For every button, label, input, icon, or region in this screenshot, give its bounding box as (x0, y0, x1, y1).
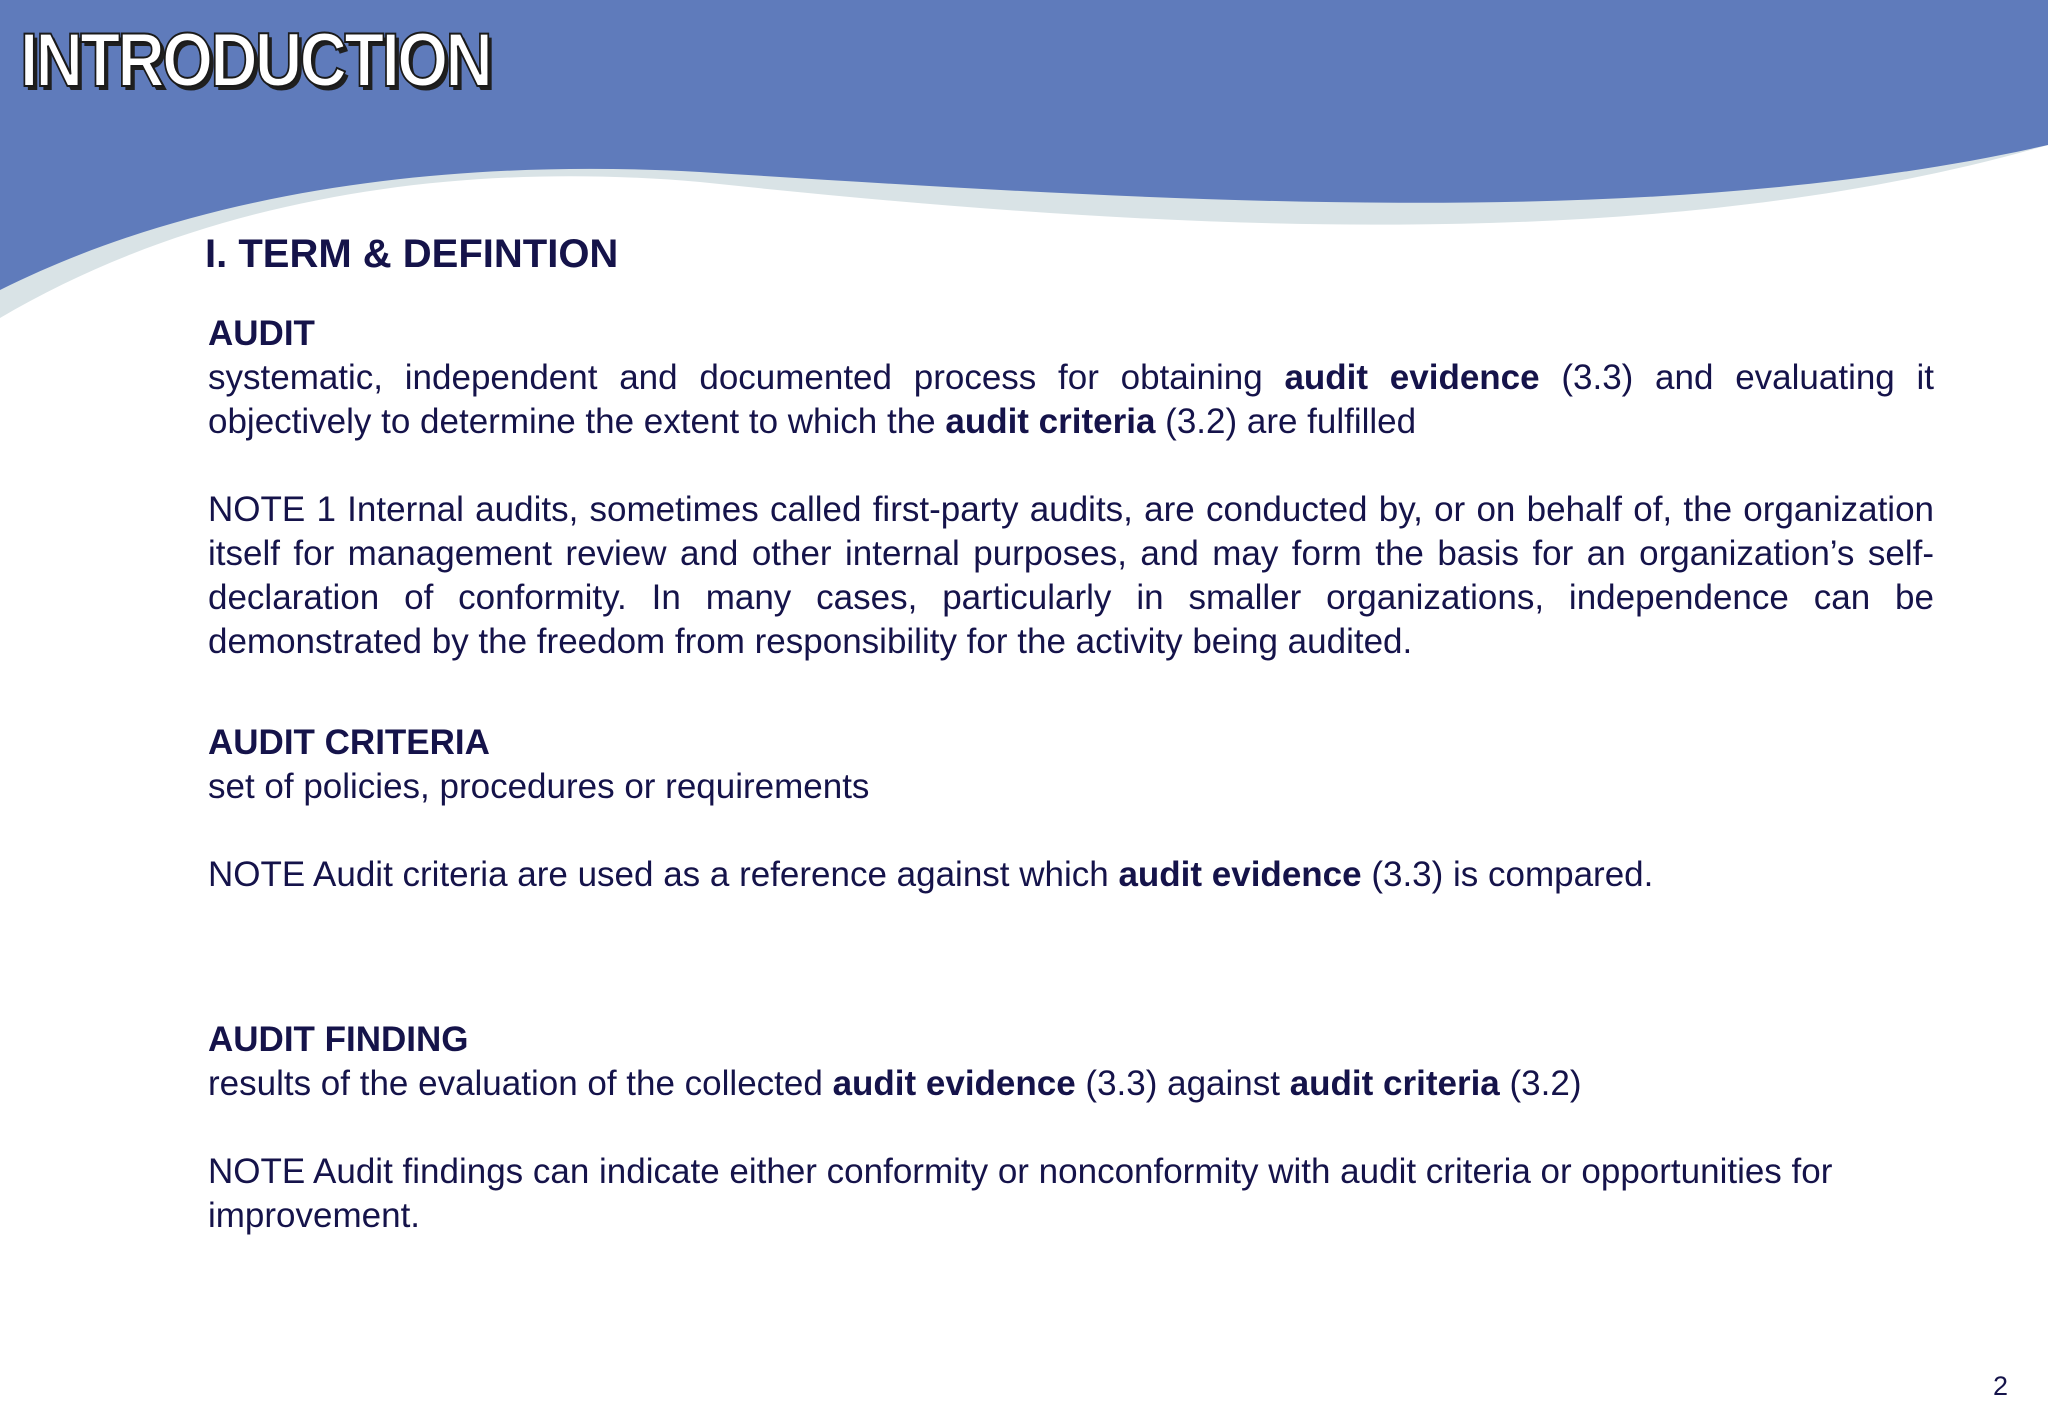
audit-definition-block (208, 312, 1934, 444)
term-heading: AUDIT FINDING (208, 1020, 469, 1059)
slide-title: INTRODUCTION (20, 18, 491, 103)
term-definition: set of policies, procedures or requirements (208, 767, 870, 806)
audit-criteria-note-block (208, 853, 1934, 897)
term-note: NOTE Audit findings can indicate either conformity or nonconformity with audit criteria or opportunities for improvement. (208, 1152, 1833, 1235)
term-note: NOTE 1 Internal audits, sometimes called first-party audits, are conducted by, or on behalf of, the organization itself for management review and other internal purposes, and may form the basis for an organization’s self-declaration of conformity. In many cases, particularly in smaller organizations, independence can be demonstrated by the freedom from responsibility for the activity being audited. (208, 490, 1934, 661)
term-heading: AUDIT CRITERIA (208, 723, 490, 762)
audit-criteria-block (208, 721, 1934, 809)
page-number: 2 (1992, 1371, 2008, 1401)
audit-note-block (208, 488, 1934, 664)
term-note: NOTE Audit criteria are used as a reference against which audit evidence (3.3) is compared. (208, 855, 1654, 894)
term-heading: AUDIT (208, 314, 315, 353)
audit-finding-block (208, 1018, 1934, 1106)
term-definition: systematic, independent and documented process for obtaining audit evidence (3.3) and evaluating it objectively to determine the extent to which the audit criteria (3.2) are fulfilled (208, 358, 1935, 441)
term-definition: results of the evaluation of the collected audit evidence (3.3) against audit criteria (3.2) (208, 1064, 1582, 1103)
section-title: I. TERM & DEFINTION (205, 232, 619, 276)
audit-finding-note-block (208, 1150, 1934, 1238)
